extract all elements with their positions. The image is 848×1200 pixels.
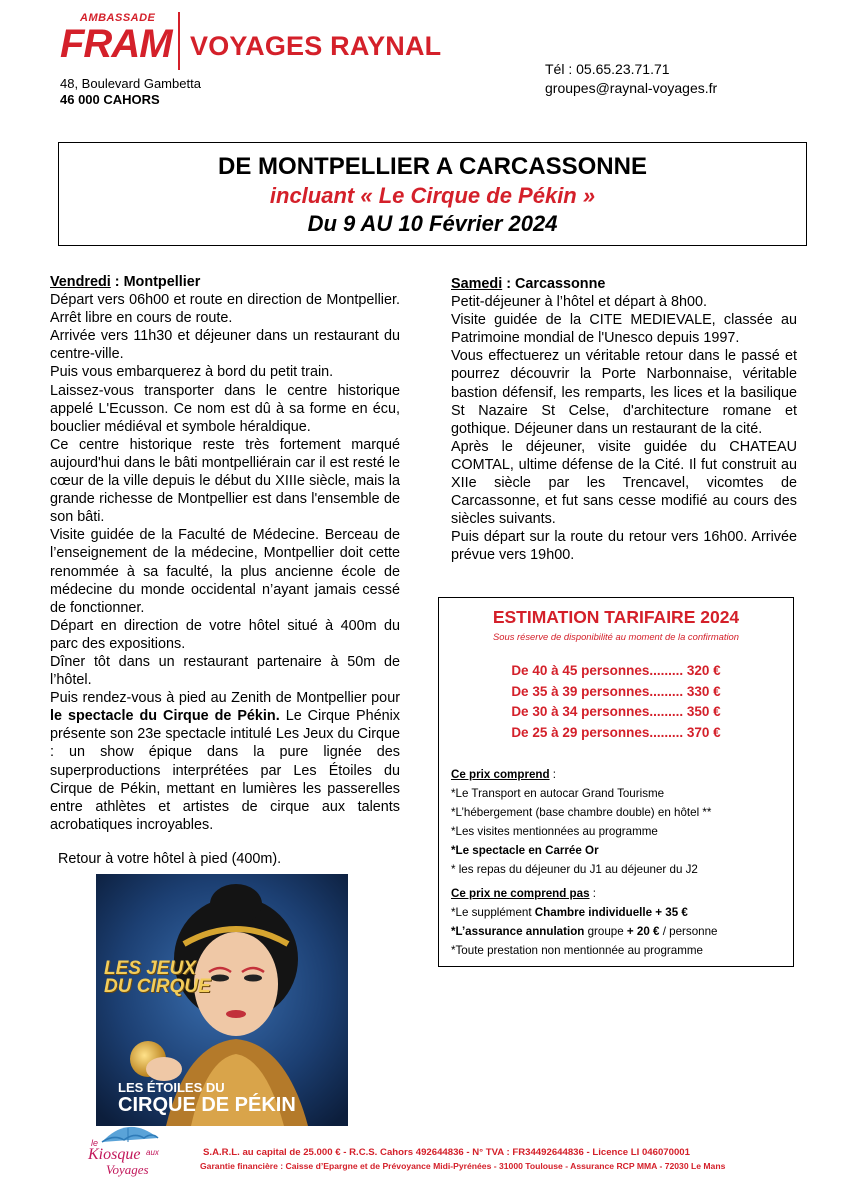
included-list xyxy=(451,766,711,879)
kiosque-text-main: Kiosque xyxy=(88,1146,141,1163)
poster-subtitle-2: CIRQUE DE PÉKIN xyxy=(118,1094,296,1116)
day1-paragraph: Puis vous embarquerez à bord du petit train. xyxy=(50,364,334,381)
logo-ambassade-text: AMBASSADE xyxy=(80,12,156,24)
price-line: De 25 à 29 personnes......... 370 € xyxy=(511,724,721,740)
day2-paragraph: Petit-déjeuner à l’hôtel et départ à 8h00. xyxy=(451,294,708,311)
day1-paragraph: Puis rendez-vous à pied au Zenith de Montpellier pour le spectacle du Cirque de Pékin. Le Cirque Phénix présente son 23e spectacle intitulé Les Jeux du Cirque : un show épique dans la pure lignée des superproductions interprétées par Les Étoiles du Cirque de Pékin, mettant en lumières les passerelles entre athlètes et artistes de cirque aux talents acrobatiques incroyables. xyxy=(50,690,400,833)
pricing-title: ESTIMATION TARIFAIRE 2024 xyxy=(492,607,740,627)
day1-paragraph: Arrivée vers 11h30 et déjeuner dans un restaurant du centre-ville. xyxy=(50,328,400,363)
pricing-subtitle: Sous réserve de disponibilité au moment de la confirmation xyxy=(493,631,739,642)
day1-paragraph: Laissez-vous transporter dans le centre historique appelé L'Ecusson. Ce nom est dû à sa forme en écu, bouclier médiéval et symbole héraldique. xyxy=(50,382,400,435)
price-line: De 40 à 45 personnes......... 320 € xyxy=(511,663,721,678)
logo-voyages-raynal: VOYAGES RAYNAL xyxy=(190,31,442,61)
pricing-box xyxy=(438,597,794,967)
kiosque-logo xyxy=(88,1116,168,1186)
kiosque-text-le: le xyxy=(91,1138,99,1148)
poster-title: LES JEUX DU CIRQUE xyxy=(104,958,211,997)
excluded-item: *Toute prestation non mentionnée au programme xyxy=(451,943,703,957)
poster-subtitle: LES ÉTOILES DU xyxy=(118,1080,225,1095)
day1-heading: Vendredi : Montpellier xyxy=(50,274,201,290)
excluded-item: *L’assurance annulation groupe + 20 € / personne xyxy=(451,924,718,938)
included-item: *L’hébergement (base chambre double) en hôtel ** xyxy=(451,805,712,819)
price-line: De 30 à 34 personnes......... 350 € xyxy=(511,704,721,719)
day1-return: Retour à votre hôtel à pied (400m). xyxy=(58,851,282,867)
excluded-heading: Ce prix ne comprend pas : xyxy=(451,887,596,900)
included-heading: Ce prix comprend : xyxy=(451,768,557,781)
day1-paragraph: Départ vers 06h00 et route en direction de Montpellier. Arrêt libre en cours de route. xyxy=(50,292,400,327)
included-item: *Les visites mentionnées au programme xyxy=(451,824,658,838)
title-box xyxy=(58,142,807,246)
day2-heading: Samedi : Carcassonne xyxy=(451,276,606,292)
kiosque-text-aux: aux xyxy=(146,1148,159,1157)
included-item: *Le spectacle en Carrée Or xyxy=(451,843,599,857)
day2-paragraph: Après le déjeuner, visite guidée du CHATEAU COMTAL, ultime défense de la Cité. Il fut construit au XIIe siècle par les Trencavel, vicomtes de Carcassonne, et fut sans cesse modifié au cours des siècles suivants. xyxy=(451,438,797,528)
contact-email[interactable]: groupes@raynal-voyages.fr xyxy=(545,80,718,96)
logo-divider xyxy=(178,12,180,70)
price-line: De 35 à 39 personnes......... 330 € xyxy=(511,683,721,699)
day1-paragraph: Dîner tôt dans un restaurant partenaire à 50m de l’hôtel. xyxy=(50,653,400,689)
address-street: 48, Boulevard Gambetta xyxy=(60,76,201,91)
day2-paragraph: Vous effectuerez un véritable retour dans le passé et pourrez découvrir la Porte Narbonnaise, véritable bastion défensif, les remparts, les lices et la basilique St Nazaire St Celse, d'architecture romane et gothique. Déjeuner dans un restaurant de la cité. xyxy=(451,348,797,437)
legal-line-2: Garantie financière : Caisse d’Epargne et de Prévoyance Midi-Pyrénées - 31000 Toulouse - Assurance RCP MMA - 72030 Le Mans xyxy=(200,1161,726,1171)
day1-paragraph: Départ en direction de votre hôtel situé à 400m du parc des expositions. xyxy=(50,617,400,652)
contact-phone: Tél : 05.65.23.71.71 xyxy=(545,61,670,77)
day2-paragraph: Visite guidée de la CITE MEDIEVALE, classée au Patrimoine mondial de l'Unesco depuis 1997. xyxy=(451,312,797,347)
excluded-list xyxy=(451,885,718,961)
included-item: * les repas du déjeuner du J1 au déjeuner du J2 xyxy=(451,862,698,876)
day2-paragraph: Puis départ sur la route du retour vers 16h00. Arrivée prévue vers 19h00. xyxy=(451,529,797,564)
kiosque-text-voyages: Voyages xyxy=(106,1162,149,1177)
day1-paragraph: Ce centre historique reste très fortement marqué aujourd'hui dans le bâti montpelliérain car il est resté le cœur de la ville depuis le début du XIIIe siècle, mais la grande richesse de Montpellier est dans l'ensemble de son bâti. xyxy=(50,436,400,526)
trip-dates: Du 9 AU 10 Février 2024 xyxy=(307,211,558,236)
cirque-de-pekin-poster xyxy=(96,874,348,1126)
excluded-item: *Le supplément Chambre individuelle + 35 € xyxy=(451,905,688,919)
day1-paragraph: Visite guidée de la Faculté de Médecine. Berceau de l’enseignement de la médecine, Montpellier doit cette renommée à sa faculté, la plus ancienne école de médecine du monde occidental n’ayant jamais cessé de fonctionner. xyxy=(50,527,400,616)
legal-line-1: S.A.R.L. au capital de 25.000 € - R.C.S. Cahors 492644836 - N° TVA : FR34492644836 - Licence LI 046070001 xyxy=(203,1147,690,1158)
logo-fram: FRAM xyxy=(60,22,172,66)
trip-title: DE MONTPELLIER A CARCASSONNE xyxy=(218,153,647,180)
included-item: *Le Transport en autocar Grand Tourisme xyxy=(451,786,665,800)
trip-subtitle: incluant « Le Cirque de Pékin » xyxy=(269,183,596,208)
address-city: 46 000 CAHORS xyxy=(60,92,160,107)
day1-program xyxy=(50,273,400,834)
day2-program xyxy=(451,275,797,565)
price-list xyxy=(439,661,793,743)
